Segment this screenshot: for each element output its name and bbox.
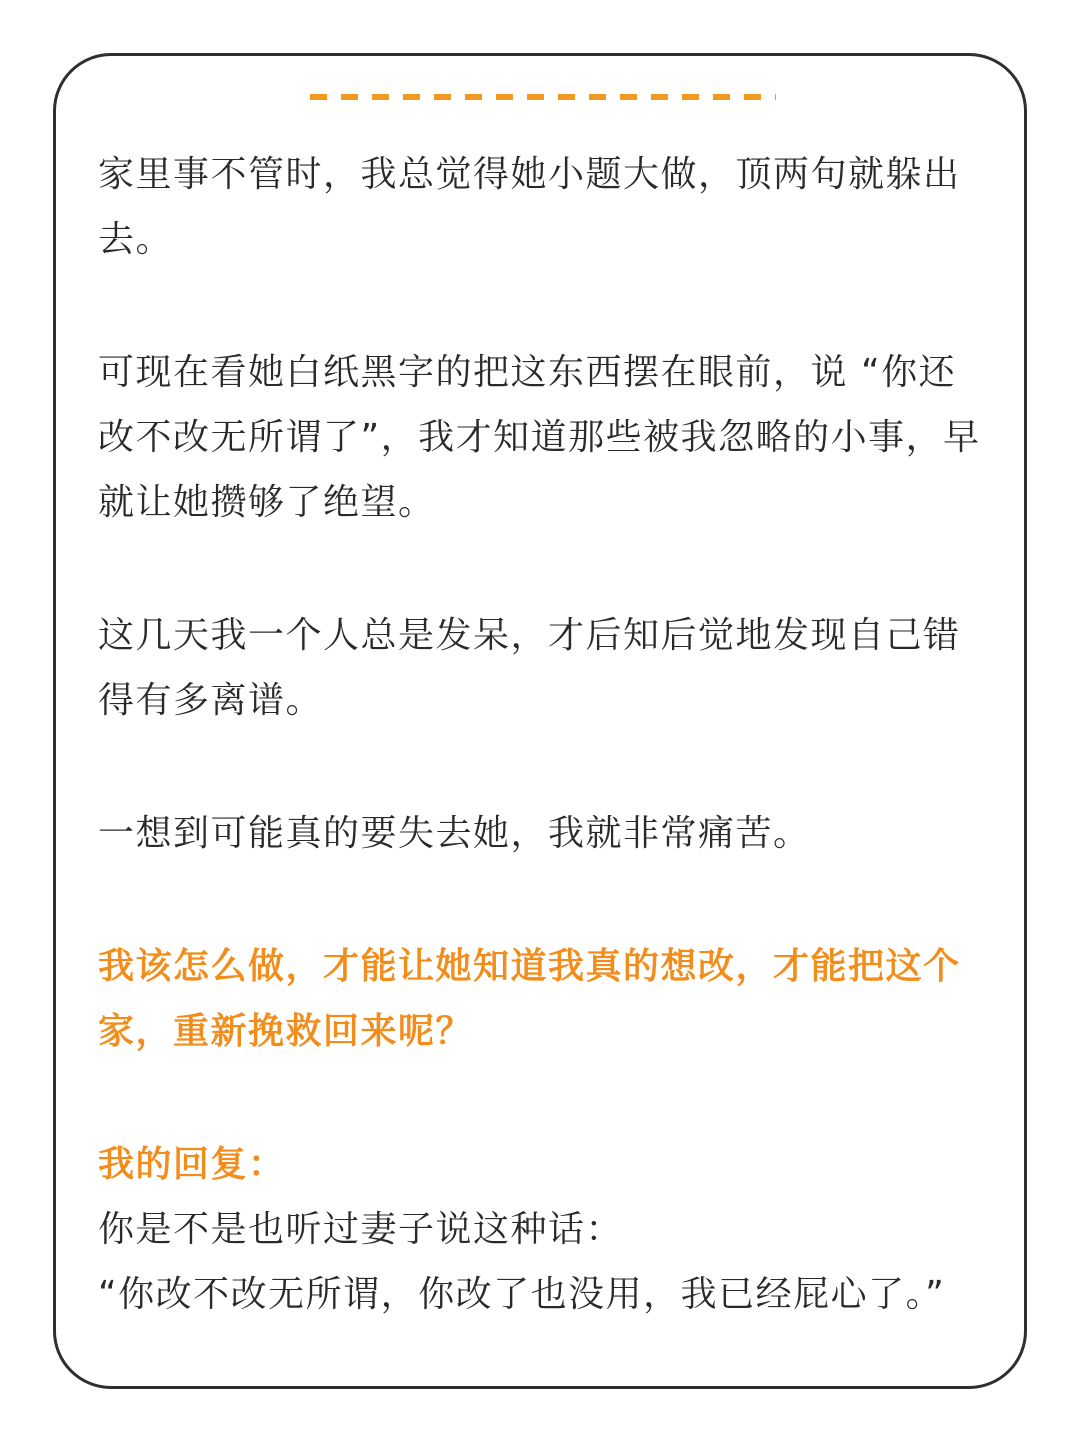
content-card [53,53,1027,1389]
reply-intro: 你是不是也听过妻子说这种话： [98,1209,624,1250]
paragraph: 一想到可能真的要失去她，我就非常痛苦。 [98,813,811,854]
paragraph: 可现在看她白纸黑字的把这东西摆在眼前，说 “你还改不改无所谓了”，我才知道那些被我忽略的小事，早就让她攒够了绝望。 [98,352,981,523]
paragraph: 这几天我一个人总是发呆，才后知后觉地发现自己错得有多离谱。 [98,615,961,721]
highlight-question: 我该怎么做，才能让她知道我真的想改，才能把这个家，重新挽救回来呢？ [98,946,961,1052]
reply-label: 我的回复： [98,1144,286,1185]
dashed-divider [310,94,776,100]
article-body [98,142,993,1327]
reply-quote: “你改不改无所谓，你改了也没用，我已经屁心了。” [98,1274,946,1315]
paragraph: 家里事不管时，我总觉得她小题大做，顶两句就躲出去。 [98,154,961,260]
